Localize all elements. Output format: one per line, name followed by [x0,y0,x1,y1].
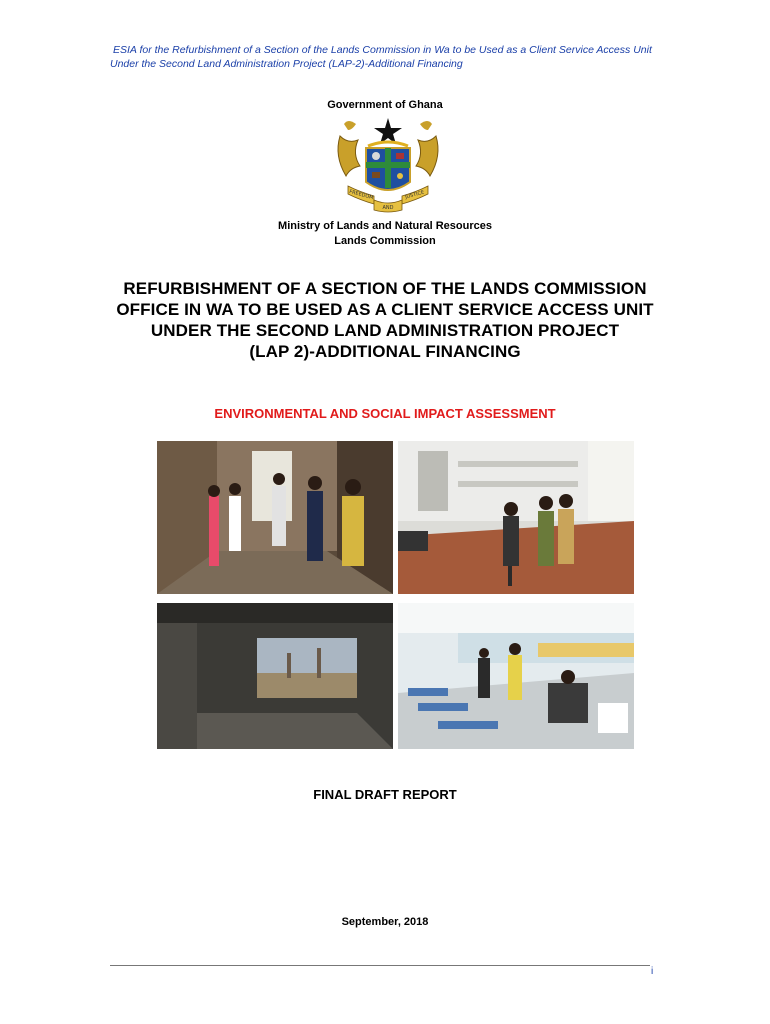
report-type: FINAL DRAFT REPORT [313,787,457,802]
report-date: September, 2018 [341,916,429,928]
report-title [0,278,770,362]
photo-service-hall [398,603,634,749]
footer-divider [110,965,650,966]
running-header-line-1: ESIA for the Refurbishment of a Section of the Lands Commission in Wa to be Used as a Client Service Access Unit [113,44,652,56]
title-line-2: OFFICE IN WA TO BE USED AS A CLIENT SERVICE ACCESS UNIT [116,300,654,319]
ministry-block [0,219,770,249]
ministry-name: Ministry of Lands and Natural Resources [278,220,492,232]
photo-building-exterior [398,441,634,594]
photo-corridor-visit [157,441,393,594]
motto-right: JUSTICE [404,189,425,201]
page-number: i [651,966,654,977]
title-line-4: (LAP 2)-ADDITIONAL FINANCING [249,342,521,361]
report-subtitle: ENVIRONMENTAL AND SOCIAL IMPACT ASSESSMENT [214,406,556,421]
title-line-3: UNDER THE SECOND LAND ADMINISTRATION PROJECT [150,321,620,340]
commission-name: Lands Commission [334,235,436,247]
motto-bottom: AND [382,205,394,211]
running-header-line-2: Under the Second Land Administration Project (LAP-2)-Additional Financing [110,58,463,70]
government-label: Government of Ghana [327,99,443,111]
coat-of-arms-icon [330,116,446,214]
title-line-1: REFURBISHMENT OF A SECTION OF THE LANDS COMMISSION [123,279,647,298]
motto-left: FREEDOM [348,188,375,202]
photo-unfinished-room [157,603,393,749]
